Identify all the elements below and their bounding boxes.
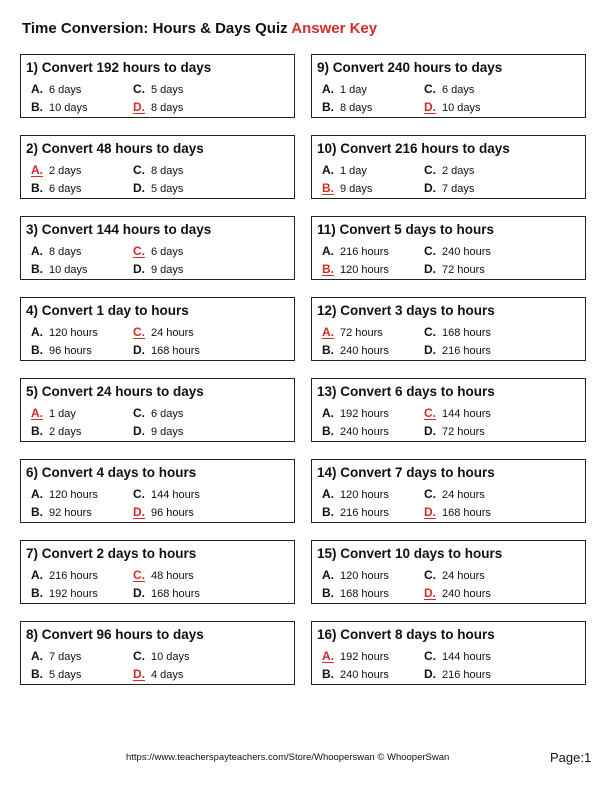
answer-option: [133, 667, 183, 681]
option-text: 72 hours: [340, 327, 383, 339]
option-letter: B.: [31, 181, 43, 195]
answer-option: [424, 568, 485, 582]
option-letter: B.: [31, 424, 43, 438]
option-text: 168 hours: [151, 345, 200, 357]
answer-option: [133, 100, 183, 114]
option-text: 48 hours: [151, 570, 194, 582]
option-letter: B.: [322, 343, 334, 357]
answer-option: [31, 424, 81, 438]
answer-option: [322, 568, 389, 582]
option-letter: B.: [322, 586, 334, 600]
answer-option: [31, 505, 92, 519]
question-text: 2) Convert 48 hours to days: [26, 141, 204, 156]
option-text: 10 days: [151, 651, 190, 663]
question-text: 8) Convert 96 hours to days: [26, 627, 204, 642]
option-text: 1 day: [49, 408, 76, 420]
answer-key-label: Answer Key: [291, 20, 378, 37]
option-text: 144 hours: [442, 651, 491, 663]
option-letter: B.: [322, 667, 334, 681]
answer-option: [424, 325, 491, 339]
option-text: 6 days: [49, 183, 82, 195]
option-letter: A.: [322, 487, 334, 501]
option-letter: A.: [31, 568, 43, 582]
option-letter: C.: [424, 568, 436, 582]
question-text: 4) Convert 1 day to hours: [26, 303, 189, 318]
option-letter: B.: [31, 667, 43, 681]
option-letter: D.: [424, 181, 436, 195]
answer-option: [133, 244, 183, 258]
answer-option: [424, 244, 491, 258]
option-text: 24 hours: [442, 570, 485, 582]
option-text: 6 days: [49, 84, 82, 96]
answer-option: [133, 343, 200, 357]
answer-option: [322, 424, 389, 438]
option-text: 120 hours: [340, 570, 389, 582]
answer-option: [424, 649, 491, 663]
option-text: 216 hours: [340, 507, 389, 519]
answer-option: [133, 325, 194, 339]
option-letter: C.: [133, 244, 145, 258]
option-text: 1 day: [340, 165, 367, 177]
option-letter: B.: [31, 586, 43, 600]
page-title: [22, 20, 377, 37]
answer-option: [424, 262, 485, 276]
option-text: 10 days: [442, 102, 481, 114]
answer-option: [31, 406, 76, 420]
option-text: 120 hours: [49, 489, 98, 501]
option-text: 10 days: [49, 102, 88, 114]
answer-option: [322, 505, 389, 519]
question-box: [20, 54, 295, 118]
option-letter: D.: [133, 262, 145, 276]
option-text: 9 days: [151, 426, 184, 438]
option-text: 10 days: [49, 264, 88, 276]
option-letter: A.: [322, 406, 334, 420]
option-text: 240 hours: [442, 588, 491, 600]
page-number: Page:1: [550, 750, 592, 765]
question-text: 10) Convert 216 hours to days: [317, 141, 510, 156]
option-letter: C.: [424, 487, 436, 501]
option-letter: D.: [424, 100, 436, 114]
option-text: 5 days: [49, 669, 82, 681]
answer-option: [322, 667, 389, 681]
option-text: 240 hours: [340, 669, 389, 681]
question-box: [20, 297, 295, 361]
option-text: 2 days: [49, 426, 82, 438]
option-letter: B.: [322, 181, 334, 195]
option-letter: C.: [424, 163, 436, 177]
answer-option: [322, 343, 389, 357]
option-letter: A.: [322, 568, 334, 582]
answer-option: [133, 586, 200, 600]
question-box: [311, 135, 586, 199]
option-text: 240 hours: [442, 246, 491, 258]
option-text: 8 days: [49, 246, 82, 258]
option-text: 216 hours: [442, 669, 491, 681]
answer-option: [322, 406, 389, 420]
answer-option: [31, 181, 81, 195]
answer-option: [133, 487, 200, 501]
option-text: 168 hours: [442, 507, 491, 519]
option-text: 120 hours: [49, 327, 98, 339]
option-letter: D.: [424, 505, 436, 519]
answer-option: [424, 424, 485, 438]
answer-option: [31, 649, 81, 663]
question-box: [311, 216, 586, 280]
option-letter: C.: [424, 649, 436, 663]
question-box: [311, 54, 586, 118]
option-text: 168 hours: [442, 327, 491, 339]
option-text: 2 days: [442, 165, 475, 177]
option-letter: D.: [133, 181, 145, 195]
option-letter: D.: [133, 505, 145, 519]
answer-option: [322, 100, 372, 114]
option-text: 9 days: [151, 264, 184, 276]
answer-option: [424, 487, 485, 501]
question-text: 9) Convert 240 hours to days: [317, 60, 503, 75]
title-text: Time Conversion: Hours & Days Quiz: [22, 20, 288, 37]
question-box: [20, 540, 295, 604]
answer-option: [424, 82, 474, 96]
option-text: 5 days: [151, 183, 184, 195]
option-letter: D.: [424, 262, 436, 276]
answer-option: [133, 406, 183, 420]
answer-option: [133, 181, 183, 195]
option-letter: A.: [31, 325, 43, 339]
question-grid: [20, 54, 590, 694]
option-letter: A.: [322, 82, 334, 96]
option-text: 6 days: [442, 84, 475, 96]
answer-option: [133, 424, 183, 438]
option-text: 120 hours: [340, 489, 389, 501]
question-box: [20, 378, 295, 442]
option-letter: C.: [424, 325, 436, 339]
option-letter: B.: [31, 100, 43, 114]
option-letter: B.: [31, 262, 43, 276]
question-text: 3) Convert 144 hours to days: [26, 222, 212, 237]
option-letter: B.: [31, 343, 43, 357]
answer-option: [322, 262, 389, 276]
question-text: 15) Convert 10 days to hours: [317, 546, 503, 561]
option-letter: A.: [31, 244, 43, 258]
option-text: 192 hours: [340, 408, 389, 420]
option-text: 216 hours: [49, 570, 98, 582]
answer-option: [322, 163, 367, 177]
option-letter: C.: [133, 649, 145, 663]
answer-option: [133, 163, 183, 177]
option-letter: A.: [322, 649, 334, 663]
option-letter: A.: [322, 325, 334, 339]
answer-option: [31, 586, 98, 600]
question-box: [311, 378, 586, 442]
option-text: 5 days: [151, 84, 184, 96]
option-letter: D.: [133, 343, 145, 357]
question-text: 12) Convert 3 days to hours: [317, 303, 495, 318]
answer-option: [424, 100, 481, 114]
answer-option: [31, 82, 81, 96]
option-text: 2 days: [49, 165, 82, 177]
question-text: 14) Convert 7 days to hours: [317, 465, 495, 480]
option-letter: C.: [133, 82, 145, 96]
option-letter: C.: [133, 568, 145, 582]
question-box: [311, 297, 586, 361]
answer-option: [424, 181, 474, 195]
option-letter: D.: [424, 424, 436, 438]
question-text: 5) Convert 24 hours to days: [26, 384, 204, 399]
option-letter: C.: [133, 163, 145, 177]
answer-option: [424, 586, 491, 600]
option-letter: C.: [424, 406, 436, 420]
question-box: [20, 135, 295, 199]
answer-option: [31, 325, 98, 339]
footer-source: https://www.teacherspayteachers.com/Store/Whooperswan © WhooperSwan: [126, 752, 450, 763]
option-text: 72 hours: [442, 264, 485, 276]
option-text: 9 days: [340, 183, 373, 195]
option-letter: A.: [322, 244, 334, 258]
option-letter: B.: [31, 505, 43, 519]
question-box: [20, 216, 295, 280]
option-letter: D.: [133, 586, 145, 600]
option-letter: A.: [31, 487, 43, 501]
option-text: 24 hours: [151, 327, 194, 339]
option-letter: A.: [31, 649, 43, 663]
option-text: 144 hours: [442, 408, 491, 420]
option-text: 192 hours: [49, 588, 98, 600]
option-letter: B.: [322, 100, 334, 114]
option-letter: A.: [322, 163, 334, 177]
answer-option: [322, 181, 372, 195]
option-letter: D.: [424, 343, 436, 357]
question-text: 11) Convert 5 days to hours: [317, 222, 495, 237]
answer-option: [133, 649, 190, 663]
answer-option: [424, 406, 491, 420]
option-text: 8 days: [151, 165, 184, 177]
option-text: 240 hours: [340, 345, 389, 357]
option-text: 192 hours: [340, 651, 389, 663]
option-letter: D.: [424, 586, 436, 600]
answer-option: [31, 487, 98, 501]
option-letter: C.: [133, 406, 145, 420]
option-text: 6 days: [151, 408, 184, 420]
option-text: 92 hours: [49, 507, 92, 519]
option-text: 24 hours: [442, 489, 485, 501]
answer-option: [322, 487, 389, 501]
answer-option: [31, 568, 98, 582]
option-text: 7 days: [49, 651, 82, 663]
option-letter: D.: [133, 424, 145, 438]
option-letter: C.: [424, 82, 436, 96]
option-text: 96 hours: [151, 507, 194, 519]
option-text: 168 hours: [340, 588, 389, 600]
option-text: 168 hours: [151, 588, 200, 600]
option-text: 144 hours: [151, 489, 200, 501]
question-text: 6) Convert 4 days to hours: [26, 465, 197, 480]
option-letter: C.: [133, 325, 145, 339]
answer-option: [133, 82, 183, 96]
answer-option: [322, 82, 367, 96]
option-letter: A.: [31, 406, 43, 420]
answer-option: [322, 586, 389, 600]
option-text: 8 days: [151, 102, 184, 114]
answer-option: [31, 244, 81, 258]
option-letter: D.: [133, 667, 145, 681]
answer-option: [133, 568, 194, 582]
question-text: 13) Convert 6 days to hours: [317, 384, 495, 399]
option-letter: A.: [31, 163, 43, 177]
option-text: 8 days: [340, 102, 373, 114]
question-box: [20, 459, 295, 523]
option-text: 72 hours: [442, 426, 485, 438]
question-text: 7) Convert 2 days to hours: [26, 546, 197, 561]
option-text: 6 days: [151, 246, 184, 258]
option-letter: B.: [322, 424, 334, 438]
answer-option: [424, 667, 491, 681]
question-box: [311, 540, 586, 604]
answer-option: [31, 667, 81, 681]
question-box: [311, 459, 586, 523]
answer-option: [133, 262, 183, 276]
option-text: 7 days: [442, 183, 475, 195]
option-letter: D.: [133, 100, 145, 114]
answer-option: [31, 343, 92, 357]
question-text: 16) Convert 8 days to hours: [317, 627, 495, 642]
option-text: 216 hours: [340, 246, 389, 258]
question-box: [20, 621, 295, 685]
option-text: 216 hours: [442, 345, 491, 357]
question-text: 1) Convert 192 hours to days: [26, 60, 212, 75]
answer-option: [424, 505, 491, 519]
answer-option: [133, 505, 194, 519]
answer-option: [424, 163, 474, 177]
option-letter: B.: [322, 262, 334, 276]
answer-option: [31, 100, 88, 114]
option-letter: B.: [322, 505, 334, 519]
option-text: 1 day: [340, 84, 367, 96]
question-box: [311, 621, 586, 685]
answer-option: [424, 343, 491, 357]
option-text: 120 hours: [340, 264, 389, 276]
answer-option: [31, 262, 88, 276]
option-letter: A.: [31, 82, 43, 96]
option-text: 96 hours: [49, 345, 92, 357]
option-text: 240 hours: [340, 426, 389, 438]
option-letter: C.: [133, 487, 145, 501]
answer-option: [322, 325, 383, 339]
answer-option: [322, 649, 389, 663]
option-letter: D.: [424, 667, 436, 681]
answer-option: [322, 244, 389, 258]
answer-option: [31, 163, 81, 177]
option-text: 4 days: [151, 669, 184, 681]
option-letter: C.: [424, 244, 436, 258]
